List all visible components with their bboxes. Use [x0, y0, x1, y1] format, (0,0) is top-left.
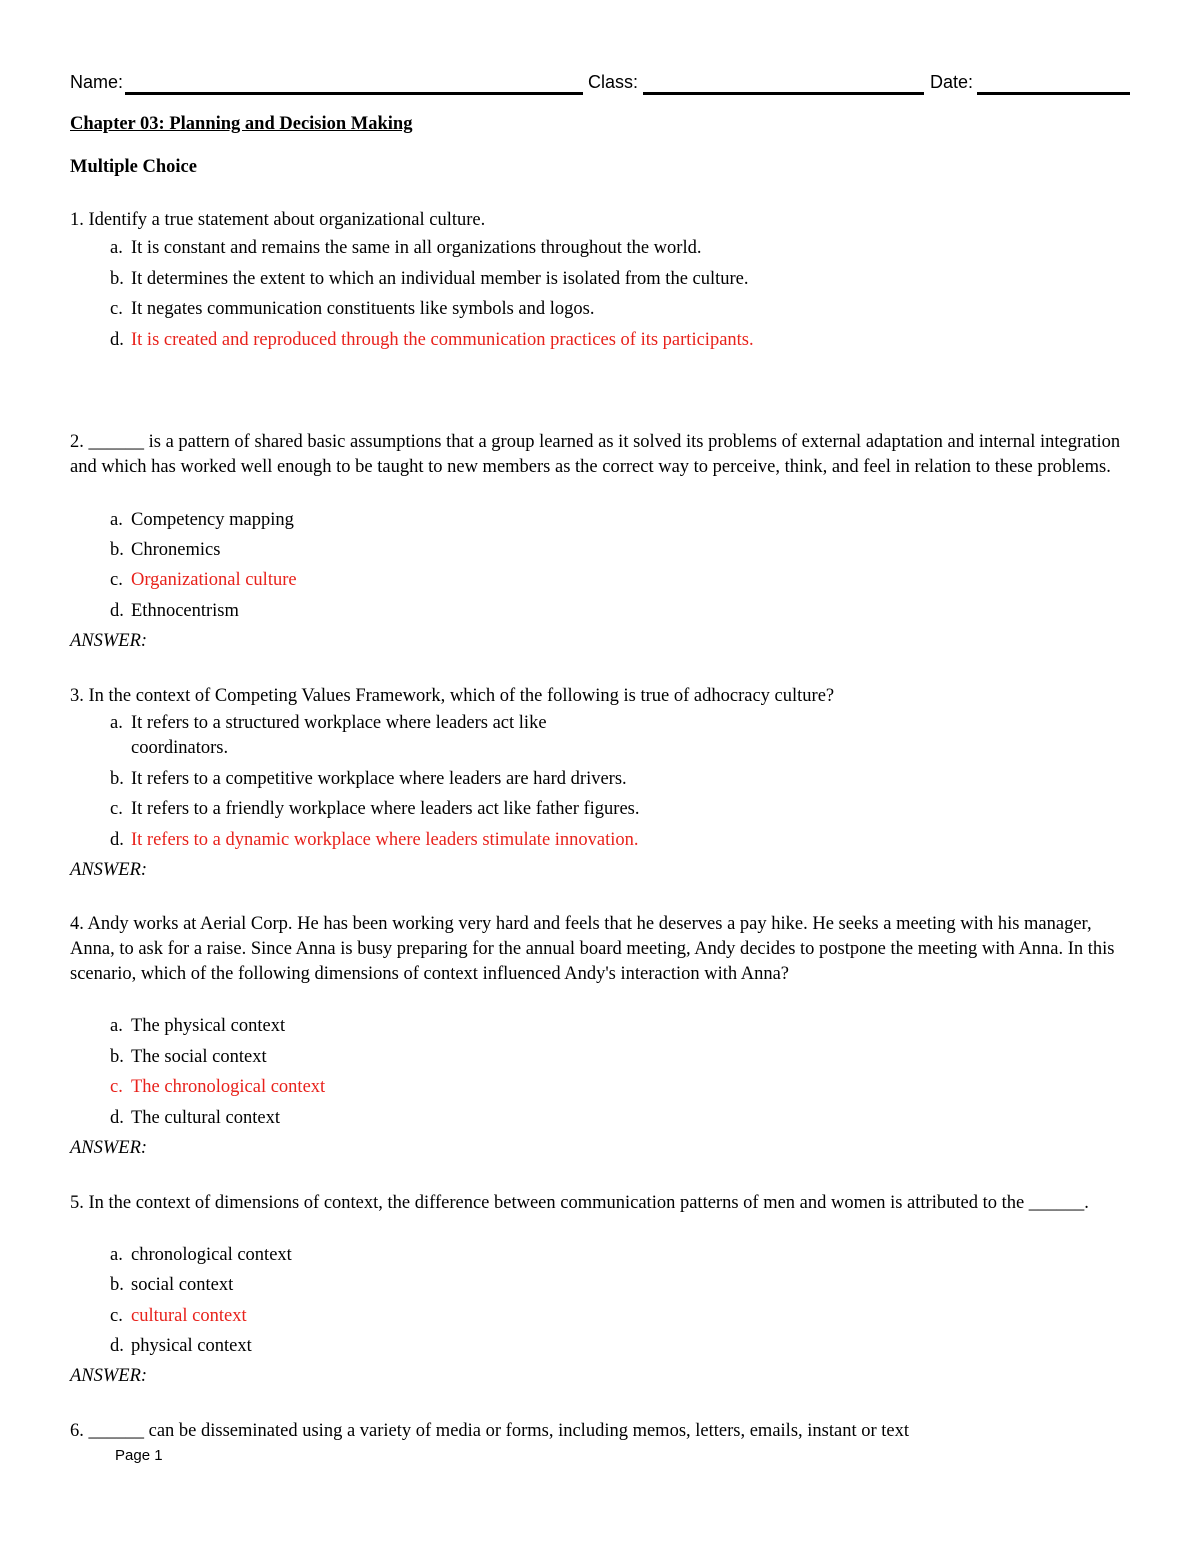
- question-text: Identify a true statement about organizational culture.: [88, 210, 486, 230]
- option-letter: d.: [110, 601, 124, 621]
- option-4b: [110, 1045, 267, 1070]
- option-text: The physical context: [131, 1016, 286, 1036]
- option-4a: [110, 1014, 285, 1039]
- option-letter: a.: [110, 713, 123, 733]
- name-field-line[interactable]: [125, 92, 583, 95]
- answer-label: ANSWER:: [70, 1366, 148, 1386]
- option-text: It negates communication constituents like symbols and logos.: [131, 299, 595, 319]
- question-text: In the context of Competing Values Framework, which of the following is true of adhocracy culture?: [88, 686, 835, 706]
- option-1c: [110, 297, 594, 322]
- question-text: ______ can be disseminated using a variety of media or forms, including memos, letters, emails, instant or text: [88, 1421, 909, 1441]
- option-5d: [110, 1334, 252, 1359]
- option-text: The chronological context: [131, 1077, 326, 1097]
- option-5a: [110, 1243, 292, 1268]
- question-4: [70, 912, 1135, 987]
- option-text: It determines the extent to which an individual member is isolated from the culture.: [131, 269, 749, 289]
- option-text: Chronemics: [131, 540, 221, 560]
- option-text: It refers to a dynamic workplace where leaders stimulate innovation.: [131, 830, 639, 850]
- option-letter: a.: [110, 1245, 123, 1265]
- question-number: 6.: [70, 1421, 84, 1441]
- option-2c-correct: [110, 568, 297, 593]
- option-letter: a.: [110, 238, 123, 258]
- option-3d-correct: [110, 828, 639, 853]
- page-number: Page 1: [115, 1447, 163, 1464]
- option-5b: [110, 1273, 233, 1298]
- option-text: chronological context: [131, 1245, 292, 1265]
- option-letter: b.: [110, 769, 124, 789]
- option-text: It refers to a competitive workplace where leaders are hard drivers.: [131, 769, 627, 789]
- answer-label: ANSWER:: [70, 860, 148, 880]
- option-text: It is created and reproduced through the communication practices of its participants.: [131, 330, 754, 350]
- question-number: 4.: [70, 914, 84, 934]
- option-letter: d.: [110, 830, 124, 850]
- option-letter: c.: [110, 1306, 123, 1326]
- option-text: It is constant and remains the same in all organizations throughout the world.: [131, 238, 702, 258]
- question-number: 3.: [70, 686, 84, 706]
- question-5: [70, 1191, 1135, 1216]
- option-1b: [110, 267, 749, 292]
- question-6: [70, 1419, 1135, 1444]
- answer-label: ANSWER:: [70, 1138, 148, 1158]
- option-3c: [110, 797, 640, 822]
- option-4d: [110, 1106, 280, 1131]
- question-number: 2.: [70, 432, 84, 452]
- name-label: Name:: [70, 72, 124, 92]
- option-text: It refers to a structured workplace where leaders act like coordinators.: [131, 713, 547, 758]
- date-field-line[interactable]: [977, 92, 1130, 95]
- option-5c-correct: [110, 1304, 247, 1329]
- option-letter: b.: [110, 1047, 124, 1067]
- answer-label: ANSWER:: [70, 631, 148, 651]
- question-text: Andy works at Aerial Corp. He has been working very hard and feels that he deserves a pay hike. He seeks a meeting with his manager, Anna, to ask for a raise. Since Anna is busy preparing for the annual board meeting, Andy decides to postpone the meeting with Anna. In this scenario, which of the following dimensions of context influenced Andy's interaction with Anna?: [70, 914, 1115, 984]
- option-1a: [110, 236, 701, 261]
- option-letter: c.: [110, 299, 123, 319]
- question-text: ______ is a pattern of shared basic assumptions that a group learned as it solved its problems of external adaptation and internal integration and which has worked well enough to be taught to new members as the correct way to perceive, think, and feel in relation to these problems.: [70, 432, 1121, 477]
- option-letter: b.: [110, 540, 124, 560]
- option-text: The social context: [131, 1047, 267, 1067]
- question-3: [70, 684, 1135, 709]
- option-letter: c.: [110, 1077, 123, 1097]
- option-text: The cultural context: [131, 1108, 280, 1128]
- option-2b: [110, 538, 220, 563]
- option-4c-correct: [110, 1075, 325, 1100]
- option-text: Ethnocentrism: [131, 601, 239, 621]
- option-3b: [110, 767, 627, 792]
- class-field-line[interactable]: [643, 92, 924, 95]
- option-letter: b.: [110, 269, 124, 289]
- option-letter: a.: [110, 1016, 123, 1036]
- option-letter: c.: [110, 799, 123, 819]
- option-letter: d.: [110, 330, 124, 350]
- option-text: Organizational culture: [131, 570, 297, 590]
- option-text: Competency mapping: [131, 510, 294, 530]
- option-2a: [110, 508, 294, 533]
- option-text: cultural context: [131, 1306, 247, 1326]
- header: [70, 70, 1130, 96]
- option-letter: a.: [110, 510, 123, 530]
- question-number: 5.: [70, 1193, 84, 1213]
- option-3a: [110, 711, 626, 761]
- question-number: 1.: [70, 210, 84, 230]
- option-2d: [110, 599, 239, 624]
- option-letter: d.: [110, 1336, 124, 1356]
- option-text: It refers to a friendly workplace where leaders act like father figures.: [131, 799, 640, 819]
- date-label: Date:: [930, 72, 974, 92]
- question-text: In the context of dimensions of context, the difference between communication patterns of men and women is attributed to the ______.: [88, 1193, 1089, 1213]
- option-text: physical context: [131, 1336, 252, 1356]
- section-title: Multiple Choice: [70, 157, 197, 177]
- question-2: [70, 430, 1135, 480]
- question-1: [70, 208, 1135, 233]
- option-letter: d.: [110, 1108, 124, 1128]
- option-text: social context: [131, 1275, 234, 1295]
- option-1d-correct: [110, 328, 756, 353]
- chapter-title: Chapter 03: Planning and Decision Making: [70, 114, 413, 134]
- option-letter: b.: [110, 1275, 124, 1295]
- option-letter: c.: [110, 570, 123, 590]
- class-label: Class:: [588, 72, 639, 92]
